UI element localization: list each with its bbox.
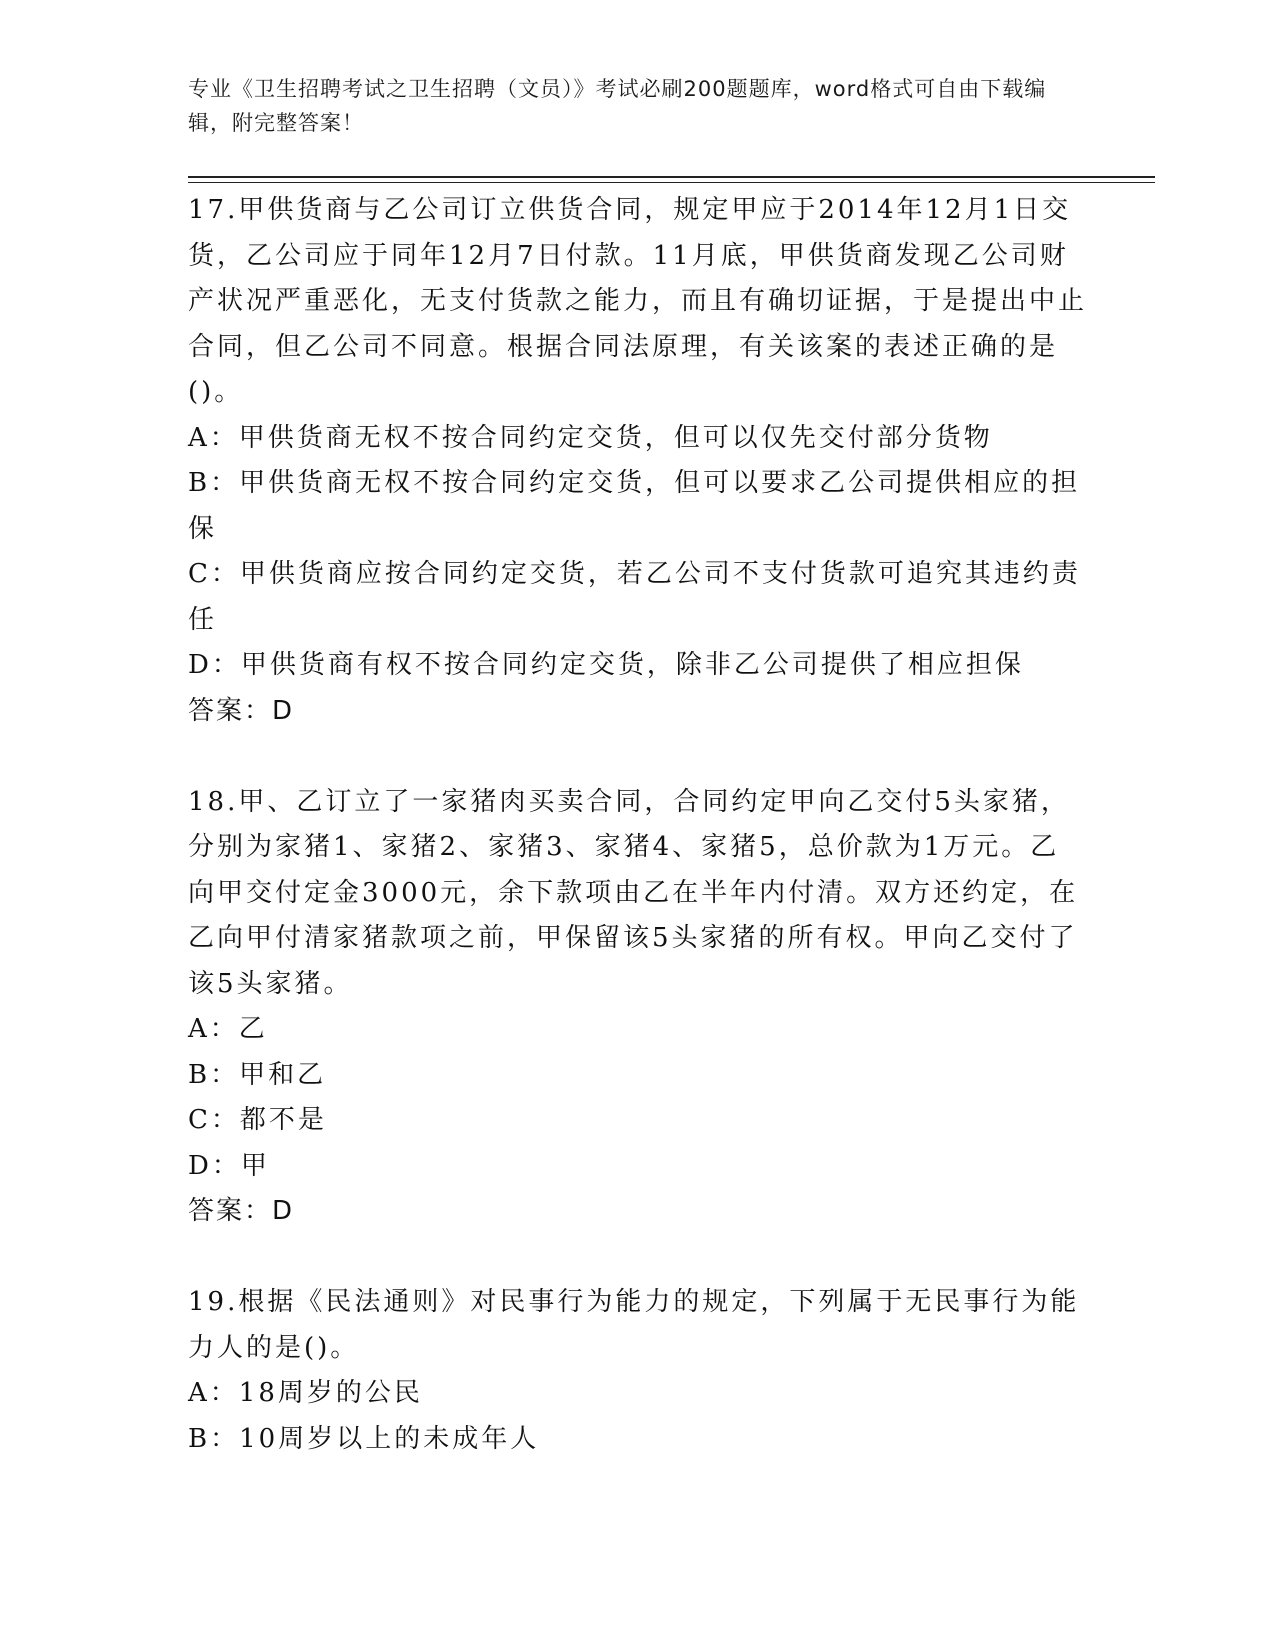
- document-header: 专业《卫生招聘考试之卫生招聘（文员）》考试必刷200题题库，word格式可自由下载编辑，附完整答案！: [188, 77, 1047, 135]
- question-18: [188, 780, 1088, 1235]
- option-a: A：乙: [188, 1014, 268, 1044]
- option-b: B：甲供货商无权不按合同约定交货，但可以要求乙公司提供相应的担保: [188, 468, 1081, 544]
- answer-line: 答案：D: [188, 1196, 295, 1226]
- question-19: [188, 1280, 1088, 1462]
- option-a: A：18周岁的公民: [188, 1378, 423, 1408]
- option-c: C：都不是: [188, 1105, 327, 1135]
- header-divider-thin: [188, 182, 1155, 183]
- question-17: [188, 188, 1088, 734]
- option-c: C：甲供货商应按合同约定交货，若乙公司不支付货款可追究其违约责任: [188, 559, 1081, 635]
- option-a: A：甲供货商无权不按合同约定交货，但可以仅先交付部分货物: [188, 422, 993, 453]
- option-d: D：甲供货商有权不按合同约定交货，除非乙公司提供了相应担保: [188, 650, 1024, 680]
- question-spacer: [188, 1235, 1088, 1281]
- question-stem: 17.甲供货商与乙公司订立供货合同，规定甲应于2014年12月1日交货，乙公司应于同年12月7日付款。11月底，甲供货商发现乙公司财产状况严重恶化，无支付货款之能力，而且有确切证据，于是提出中止合同，但乙公司不同意。根据合同法原理，有关该案的表述正确的是()。: [188, 195, 1088, 407]
- question-list: [188, 188, 1088, 1462]
- question-stem: 19.根据《民法通则》对民事行为能力的规定，下列属于无民事行为能力人的是()。: [188, 1287, 1080, 1363]
- question-spacer: [188, 734, 1088, 780]
- option-d: D：甲: [188, 1150, 270, 1181]
- option-b: B：10周岁以上的未成年人: [188, 1423, 540, 1454]
- header-divider-thick: [188, 176, 1155, 178]
- option-b: B：甲和乙: [188, 1059, 327, 1090]
- question-stem: 18.甲、乙订立了一家猪肉买卖合同，合同约定甲向乙交付5头家猪，分别为家猪1、家猪2、家猪3、家猪4、家猪5，总价款为1万元。乙向甲交付定金3000元，余下款项由乙在半年内付清。双方还约定，在乙向甲付清家猪款项之前，甲保留该5头家猪的所有权。甲向乙交付了该5头家猪。: [188, 786, 1079, 999]
- answer-line: 答案：D: [188, 695, 295, 726]
